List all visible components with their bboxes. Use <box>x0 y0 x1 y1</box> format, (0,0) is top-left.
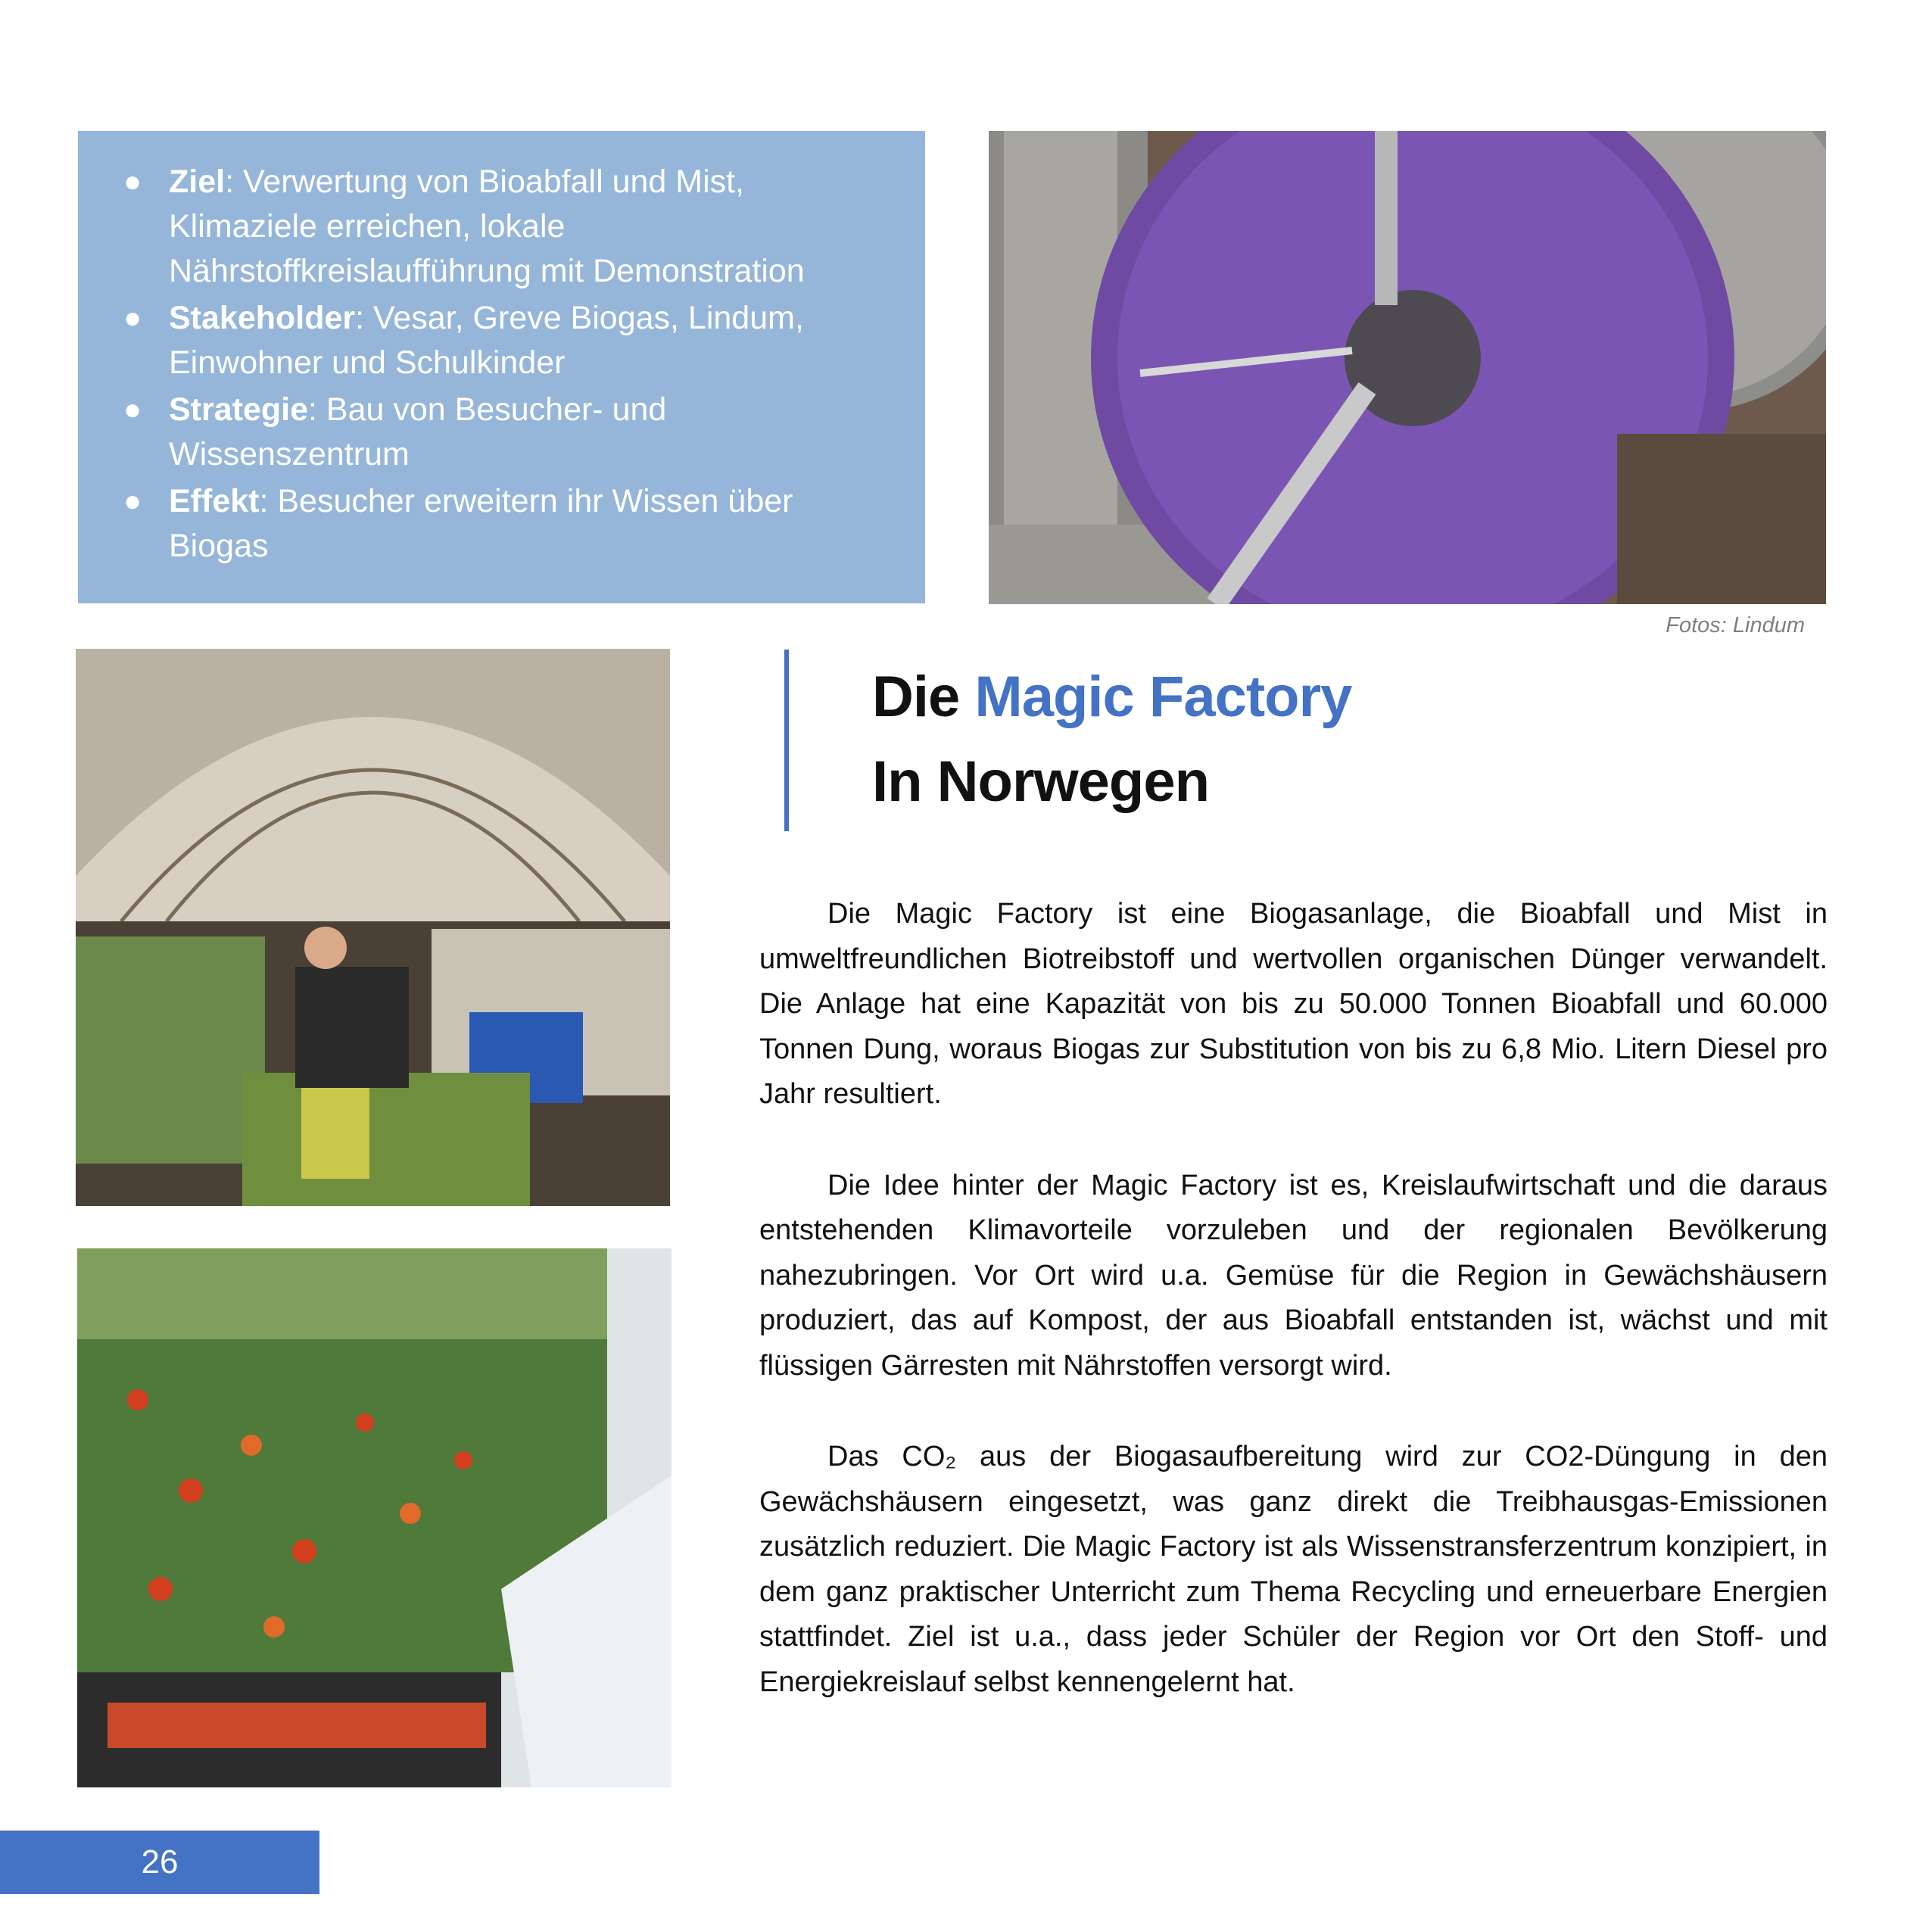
info-term: Ziel <box>169 164 226 200</box>
info-item-effekt <box>123 479 895 569</box>
info-text: : Verwertung von Bioabfall und Mist, Klimaziele erreichen, lokale Nährstoffkreislaufführung mit Demonstration <box>169 164 805 289</box>
title-accent-bar <box>784 650 789 831</box>
body-paragraph: Die Magic Factory ist eine Biogasanlage, die Bioabfall und Mist in umweltfreundlichen Biotreibstoff und wertvollen organischen Dünger verwandelt. Die Anlage hat eine Kapazität von bis zu 50.000 Tonnen Bioabfall und 60.000 Tonnen Dung, woraus Biogas zur Substitution von bis zu 6,8 Mio. Litern Diesel pro Jahr resultiert. <box>759 898 1828 1110</box>
info-item-ziel <box>123 160 895 294</box>
info-term: Stakeholder <box>169 300 356 336</box>
bullet-icon: ● <box>123 393 142 426</box>
tomato-plants-photo <box>77 1248 672 1787</box>
info-item-stakeholder <box>123 296 895 385</box>
body-text <box>759 892 1828 1751</box>
info-text: : Vesar, Greve Biogas, Lindum, Einwohner und Schulkinder <box>169 300 804 381</box>
page-number: 26 <box>0 1831 319 1894</box>
title-line-2: In Norwegen <box>872 749 1210 814</box>
info-term: Strategie <box>169 391 309 428</box>
title-word: Die <box>872 665 975 729</box>
body-paragraph: Die Idee hinter der Magic Factory ist es, Kreislaufwirtschaft und die daraus entstehenden Klimavorteile vorzuleben und der regionalen Bevölkerung nahezubringen. Vor Ort wird u.a. Gemüse für die Region in Gewächshäusern produziert, das auf Kompost, der aus Bioabfall entstanden ist, wächst und mit flüssigen Gärresten mit Nährstoffen versorgt wird. <box>759 1169 1828 1382</box>
info-text: : Besucher erweitern ihr Wissen über Biogas <box>169 483 793 564</box>
bullet-icon: ● <box>123 485 142 518</box>
info-list <box>123 160 895 569</box>
bullet-icon: ● <box>123 165 142 198</box>
title-accent: Magic Factory <box>974 665 1352 729</box>
body-paragraph: Das CO₂ aus der Biogasaufbereitung wird zur CO2-Düngung in den Gewächshäusern eingesetzt, was ganz direkt die Treibhausgas-Emissionen zusätzlich reduziert. Die Magic Factory ist als Wissenstransferzentrum konzipiert, in dem ganz praktischer Unterricht zum Thema Recycling und erneuerbare Energien stattfindet. Ziel ist u.a., dass jeder Schüler der Region vor Ort den Stoff- und Energiekreislauf selbst kennengelernt hat. <box>759 1441 1828 1698</box>
bullet-icon: ● <box>123 301 142 335</box>
greenhouse-worker-photo <box>76 649 670 1206</box>
photo-caption: Fotos: Lindum <box>1666 613 1805 637</box>
aerial-biogas-photo <box>989 131 1826 604</box>
info-item-strategie <box>123 388 895 477</box>
title-line-1 <box>872 655 1351 740</box>
info-term: Effekt <box>169 483 260 519</box>
page-title <box>872 655 1351 824</box>
info-box <box>78 131 925 603</box>
info-text: : Bau von Besucher- und Wissenszentrum <box>169 391 667 472</box>
